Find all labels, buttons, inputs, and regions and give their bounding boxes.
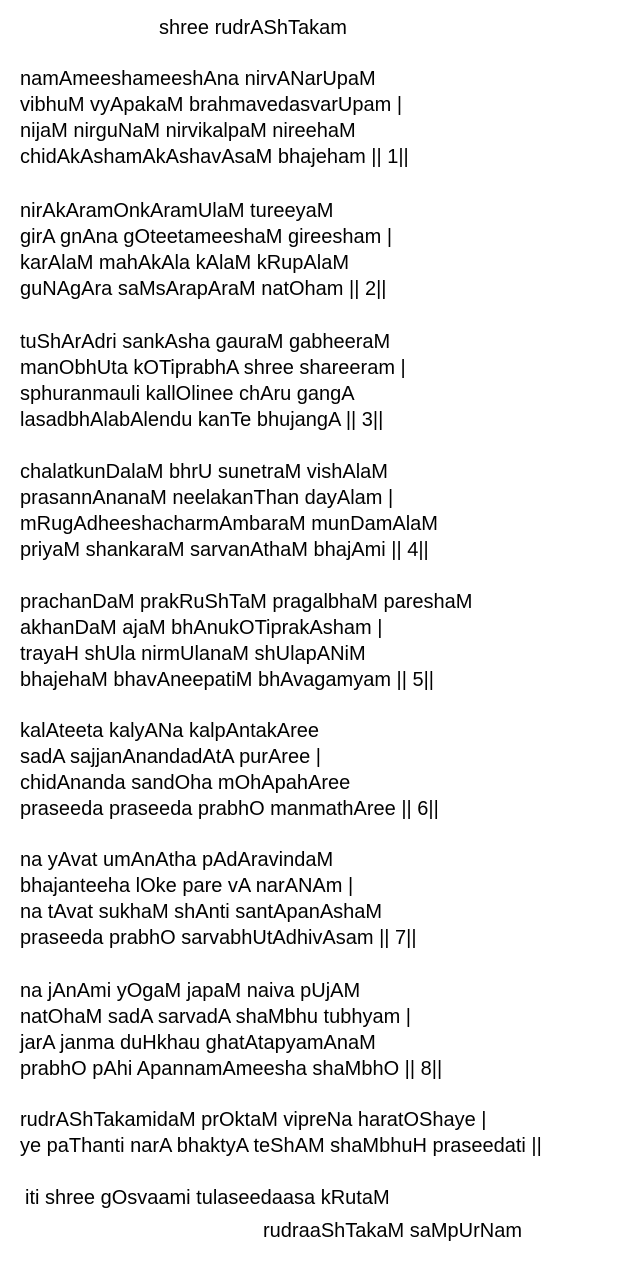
document-title: shree rudrAShTakam [159, 17, 347, 39]
verse-line: natOhaM sadA sarvadA shaMbhu tubhyam | [20, 1006, 411, 1028]
verse-5 [20, 589, 632, 693]
verse-line: praseeda praseeda prabhO manmathAree || 6|| [20, 798, 439, 820]
verse-line: chidAkAshamAkAshavAsaM bhajeham || 1|| [20, 146, 409, 168]
verse-3 [20, 329, 632, 433]
verse-line: guNAgAra saMsArapAraM natOham || 2|| [20, 278, 387, 300]
verse-line: nirAkAramOnkAramUlaM tureeyaM [20, 200, 334, 222]
verse-8 [20, 978, 632, 1082]
verse-line: praseeda prabhO sarvabhUtAdhivAsam || 7|| [20, 927, 417, 949]
verse-6 [20, 718, 632, 822]
verse-line: manObhUta kOTiprabhA shree shareeram | [20, 357, 406, 379]
verse-line: girA gnAna gOteetameeshaM gireesham | [20, 226, 393, 248]
verse-line: prasannAnanaM neelakanThan dayAlam | [20, 487, 394, 509]
verse-line: bhajanteeha lOke pare vA narANAm | [20, 875, 354, 897]
colophon-attribution: iti shree gOsvaami tulaseedaasa kRutaM [25, 1187, 390, 1209]
verse-2 [20, 198, 632, 302]
verse-line: prabhO pAhi ApannamAmeesha shaMbhO || 8|| [20, 1058, 443, 1080]
verse-line: prachanDaM prakRuShTaM pragalbhaM pareshaM [20, 591, 473, 613]
verse-line: bhajehaM bhavAneepatiM bhAvagamyam || 5|| [20, 669, 434, 691]
phalashruti [20, 1107, 632, 1159]
verse-line: karAlaM mahAkAla kAlaM kRupAlaM [20, 252, 349, 274]
verse-line: namAmeeshameeshAna nirvANarUpaM [20, 68, 376, 90]
verse-line: chidAnanda sandOha mOhApahAree [20, 772, 351, 794]
verse-line: lasadbhAlabAlendu kanTe bhujangA || 3|| [20, 409, 384, 431]
verse-line: sphuranmauli kallOlinee chAru gangA [20, 383, 355, 405]
verse-line: jarA janma duHkhau ghatAtapyamAnaM [20, 1032, 376, 1054]
colophon-completion: rudraaShTakaM saMpUrNam [263, 1220, 522, 1242]
verse-line: trayaH shUla nirmUlanaM shUlapANiM [20, 643, 366, 665]
verse-line: vibhuM vyApakaM brahmavedasvarUpam | [20, 94, 403, 116]
verse-line: sadA sajjanAnandadAtA purAree | [20, 746, 321, 768]
verse-line: mRugAdheeshacharmAmbaraM munDamAlaM [20, 513, 438, 535]
verse-line: rudrAShTakamidaM prOktaM vipreNa haratOShaye | [20, 1109, 487, 1131]
verse-line: nijaM nirguNaM nirvikalpaM nireehaM [20, 120, 356, 142]
verse-line: ye paThanti narA bhaktyA teShAM shaMbhuH praseedati || [20, 1135, 542, 1157]
verse-line: na jAnAmi yOgaM japaM naiva pUjAM [20, 980, 361, 1002]
verse-line: priyaM shankaraM sarvanAthaM bhajAmi || 4|| [20, 539, 429, 561]
verse-1 [20, 66, 632, 170]
verse-line: akhanDaM ajaM bhAnukOTiprakAsham | [20, 617, 383, 639]
verse-line: tuShArAdri sankAsha gauraM gabheeraM [20, 331, 391, 353]
verse-line: chalatkunDalaM bhrU sunetraM vishAlaM [20, 461, 388, 483]
verse-line: na yAvat umAnAtha pAdAravindaM [20, 849, 334, 871]
verse-7 [20, 847, 632, 951]
verse-4 [20, 459, 632, 563]
verse-line: kalAteeta kalyANa kalpAntakAree [20, 720, 320, 742]
verse-line: na tAvat sukhaM shAnti santApanAshaM [20, 901, 383, 923]
